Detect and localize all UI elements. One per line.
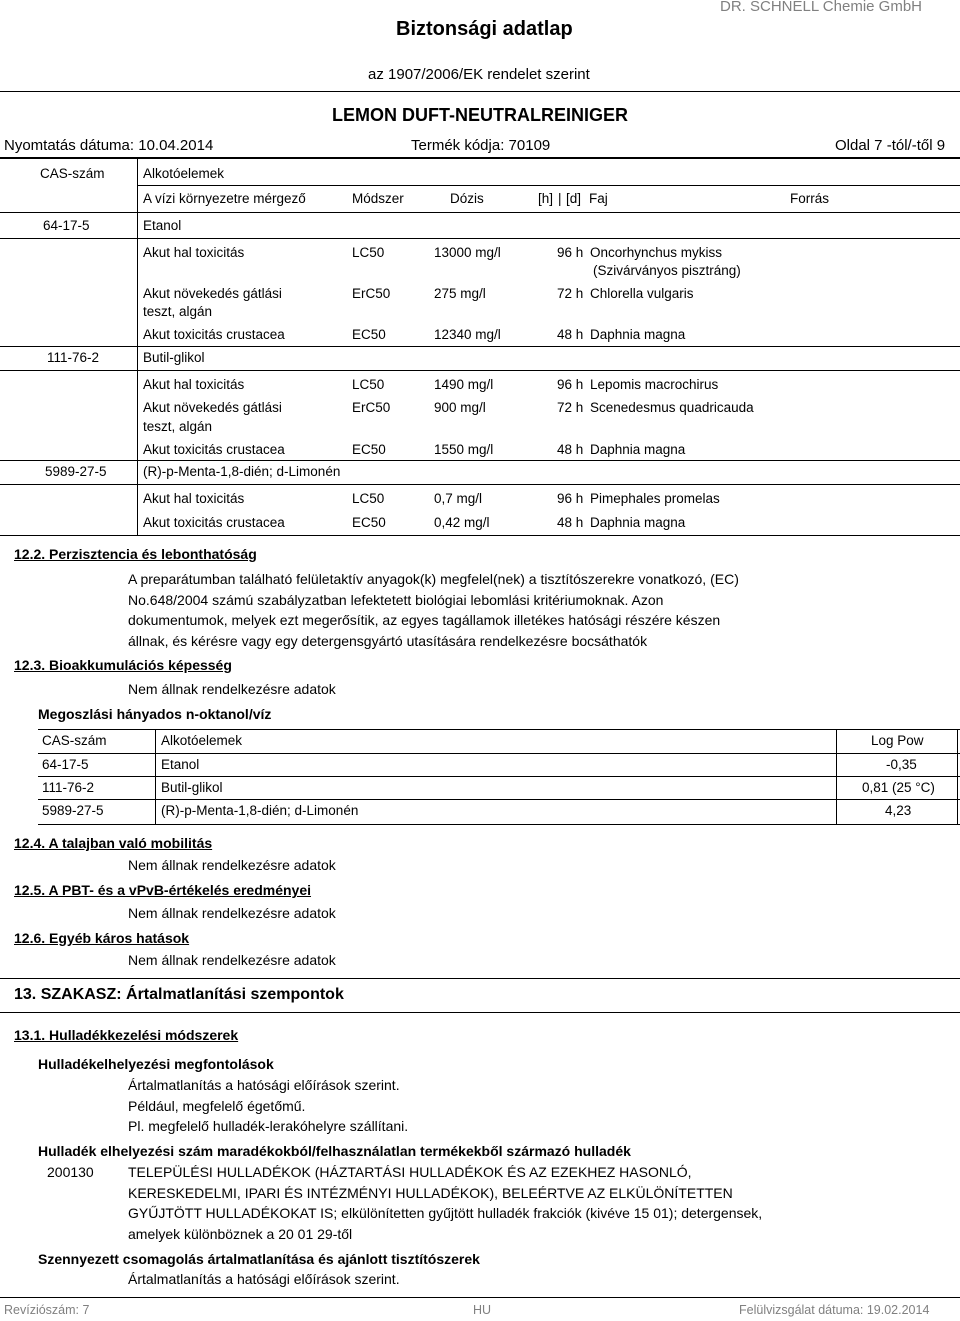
no-data-text: Nem állnak rendelkezésre adatok	[128, 681, 336, 697]
text-line: Pl. megfelelő hulladék-lerakóhelyre szállítani.	[128, 1118, 409, 1134]
print-date: Nyomtatás dátuma: 10.04.2014	[4, 137, 214, 154]
waste-considerations-text	[128, 1075, 408, 1137]
row-rule	[0, 484, 960, 485]
col-head-method: Módszer	[352, 191, 404, 206]
table-divider	[836, 729, 837, 825]
header-rule-bottom	[0, 157, 960, 159]
logpow-value: 4,23	[885, 803, 912, 818]
test-name-cont: teszt, algán	[143, 419, 213, 434]
text-line: amelyek különböznek a 20 01 29-től	[128, 1225, 353, 1242]
section-12-2-title: 12.2. Perzisztencia és lebonthatóság	[14, 546, 257, 562]
method: LC50	[352, 377, 385, 392]
text-line: GYŰJTÖTT HULLADÉKOKAT IS; elkülönítetten gyűjtött hulladék frakciók (kivéve 15 01); detergensek,	[128, 1205, 763, 1221]
text-line: dokumentumok, melyek ezt megerősítik, az egyes tagállamok illetékes hatósági részére készen	[128, 612, 721, 628]
logpow-value: 0,81 (25 °C)	[862, 780, 935, 795]
cas-number: 64-17-5	[42, 757, 89, 772]
method: ErC50	[352, 400, 391, 415]
component-name: Butil-glikol	[161, 780, 223, 795]
species: Daphnia magna	[590, 442, 686, 457]
dose: 1490 mg/l	[434, 377, 494, 392]
row-rule	[0, 370, 960, 371]
species: Oncorhynchus mykiss	[590, 245, 723, 260]
partition-coefficient-title: Megoszlási hányados n-oktanol/víz	[38, 706, 272, 722]
row-rule	[38, 799, 960, 800]
cas-number: 64-17-5	[43, 218, 90, 233]
table-top-rule	[38, 729, 960, 730]
section-13-rule-top	[0, 978, 960, 979]
species: Pimephales promelas	[590, 491, 720, 506]
text-line: Például, megfelelő égetőmű.	[128, 1097, 306, 1114]
logpow-value: -0,35	[886, 757, 917, 772]
test-name: Akut növekedés gátlási	[143, 286, 282, 301]
product-code: Termék kódja: 70109	[411, 137, 551, 154]
table-bottom-rule	[0, 535, 960, 536]
section-12-4-title: 12.4. A talajban való mobilitás	[14, 835, 213, 851]
packaging-title: Szennyezett csomagolás ártalmatlanítása és ajánlott tisztítószerek	[38, 1251, 480, 1267]
waste-code-title: Hulladék elhelyezési szám maradékokból/felhasználatlan termékekből származó hulladék	[38, 1143, 631, 1159]
col-head-source: Forrás	[790, 191, 830, 206]
duration: 96 h	[557, 377, 584, 392]
no-data-text: Nem állnak rendelkezésre adatok	[128, 952, 336, 968]
dose: 12340 mg/l	[434, 327, 501, 342]
section-13-rule-bottom	[0, 1012, 960, 1013]
dose: 13000 mg/l	[434, 245, 501, 260]
head-rule-2	[0, 212, 960, 213]
method: EC50	[352, 442, 386, 457]
method: LC50	[352, 245, 385, 260]
no-data-text: Nem állnak rendelkezésre adatok	[128, 857, 336, 873]
section-13-title: 13. SZAKASZ: Ártalmatlanítási szempontok	[14, 986, 344, 1003]
species: Daphnia magna	[590, 327, 686, 342]
cas-number: 5989-27-5	[45, 464, 107, 479]
head-rule	[138, 185, 960, 186]
species: Lepomis macrochirus	[590, 377, 719, 392]
section-12-3-title: 12.3. Bioakkumulációs képesség	[14, 657, 232, 673]
component-name: Butil-glikol	[143, 350, 205, 365]
test-name: Akut hal toxicitás	[143, 377, 245, 392]
language-code: HU	[473, 1303, 492, 1317]
row-rule	[0, 346, 960, 347]
col-head-hour: [h]	[538, 191, 554, 206]
waste-code: 200130	[47, 1164, 94, 1180]
regulation-note: az 1907/2006/EK rendelet szerint	[368, 66, 590, 83]
document-title: Biztonsági adatlap	[396, 18, 573, 40]
test-name: Akut hal toxicitás	[143, 245, 245, 260]
dose: 900 mg/l	[434, 400, 486, 415]
text-line: A preparátumban található felületaktív anyagok(k) megfelel(nek) a tisztítószerekre vonatkozó, (EC)	[128, 571, 739, 587]
page-number: Oldal 7 -tól/-től 9	[835, 137, 946, 154]
section-12-2-text	[128, 569, 739, 651]
header-rule-top	[0, 91, 960, 92]
dose: 275 mg/l	[434, 286, 486, 301]
cas-number: 111-76-2	[42, 780, 95, 795]
section-12-6-title: 12.6. Egyéb káros hatások	[14, 930, 190, 946]
species: Chlorella vulgaris	[590, 286, 694, 301]
footer-rule	[0, 1297, 960, 1298]
row-rule	[38, 753, 960, 754]
text-line: TELEPÜLÉSI HULLADÉKOK (HÁZTARTÁSI HULLADÉKOK ÉS AZ EZEKHEZ HASONLÓ,	[128, 1164, 692, 1180]
table-divider	[957, 729, 958, 825]
col-head-env: A vízi környezetre mérgező	[143, 191, 306, 206]
row-rule	[0, 460, 960, 461]
col-head-day: [d]	[566, 191, 582, 206]
table-divider	[155, 729, 156, 825]
table-bottom-rule	[38, 824, 960, 825]
test-name: Akut toxicitás crustacea	[143, 515, 285, 530]
col-head-species: Faj	[589, 191, 608, 206]
product-name: LEMON DUFT-NEUTRALREINIGER	[332, 105, 628, 125]
component-name: Etanol	[161, 757, 200, 772]
species: Daphnia magna	[590, 515, 686, 530]
review-date: Felülvizsgálat dátuma: 19.02.2014	[739, 1303, 930, 1317]
duration: 96 h	[557, 245, 584, 260]
no-data-text: Nem állnak rendelkezésre adatok	[128, 905, 336, 921]
col-head-component: Alkotóelemek	[161, 733, 243, 748]
dose: 0,42 mg/l	[434, 515, 490, 530]
test-name: Akut növekedés gátlási	[143, 400, 282, 415]
component-name: (R)-p-Menta-1,8-dién; d-Limonén	[161, 803, 359, 818]
col-head-cas: CAS-szám	[42, 733, 107, 748]
cas-number: 111-76-2	[47, 350, 100, 365]
text-line: No.648/2004 számú szabályzatban lefektetett biológiai lebomlási kritériumoknak. Azon	[128, 591, 664, 608]
duration: 96 h	[557, 491, 584, 506]
duration: 48 h	[557, 442, 584, 457]
test-name-cont: teszt, algán	[143, 304, 213, 319]
component-name: (R)-p-Menta-1,8-dién; d-Limonén	[143, 464, 341, 479]
method: LC50	[352, 491, 385, 506]
dose: 0,7 mg/l	[434, 491, 483, 506]
dose: 1550 mg/l	[434, 442, 494, 457]
duration: 72 h	[557, 286, 584, 301]
method: ErC50	[352, 286, 391, 301]
duration: 72 h	[557, 400, 584, 415]
text-line: állnak, és kérésre vagy egy detergensgyártó utasítására rendelkezésre bocsáthatók	[128, 632, 648, 649]
test-name: Akut toxicitás crustacea	[143, 442, 285, 457]
cas-number: 5989-27-5	[42, 803, 104, 818]
waste-considerations-title: Hulladékelhelyezési megfontolások	[38, 1056, 274, 1072]
species: Scenedesmus quadricauda	[590, 400, 754, 415]
table-divider	[137, 158, 138, 536]
col-head-separator: |	[558, 191, 562, 206]
duration: 48 h	[557, 327, 584, 342]
col-head-cas: CAS-szám	[40, 166, 105, 181]
revision-number: Revíziószám: 7	[4, 1303, 90, 1317]
col-head-dose: Dózis	[450, 191, 484, 206]
col-head-logpow: Log Pow	[871, 733, 924, 748]
row-rule	[38, 776, 960, 777]
species-common: (Szivárványos pisztráng)	[593, 263, 741, 278]
text-line: Ártalmatlanítás a hatósági előírások szerint.	[128, 1077, 400, 1093]
test-name: Akut toxicitás crustacea	[143, 327, 285, 342]
packaging-text: Ártalmatlanítás a hatósági előírások szerint.	[128, 1271, 400, 1287]
method: EC50	[352, 327, 386, 342]
test-name: Akut hal toxicitás	[143, 491, 245, 506]
col-head-component: Alkotóelemek	[143, 166, 225, 181]
section-12-5-title: 12.5. A PBT- és a vPvB-értékelés eredményei	[14, 882, 312, 898]
section-13-1-title: 13.1. Hulladékkezelési módszerek	[14, 1027, 239, 1043]
waste-code-description	[128, 1162, 762, 1244]
text-line: KERESKEDELMI, IPARI ÉS INTÉZMÉNYI HULLADÉKOK), BELEÉRTVE AZ ELKÜLÖNÍTETTEN	[128, 1184, 733, 1201]
duration: 48 h	[557, 515, 584, 530]
method: EC50	[352, 515, 386, 530]
row-rule	[0, 238, 960, 239]
company-name: DR. SCHNELL Chemie GmbH	[720, 0, 922, 15]
component-name: Etanol	[143, 218, 182, 233]
